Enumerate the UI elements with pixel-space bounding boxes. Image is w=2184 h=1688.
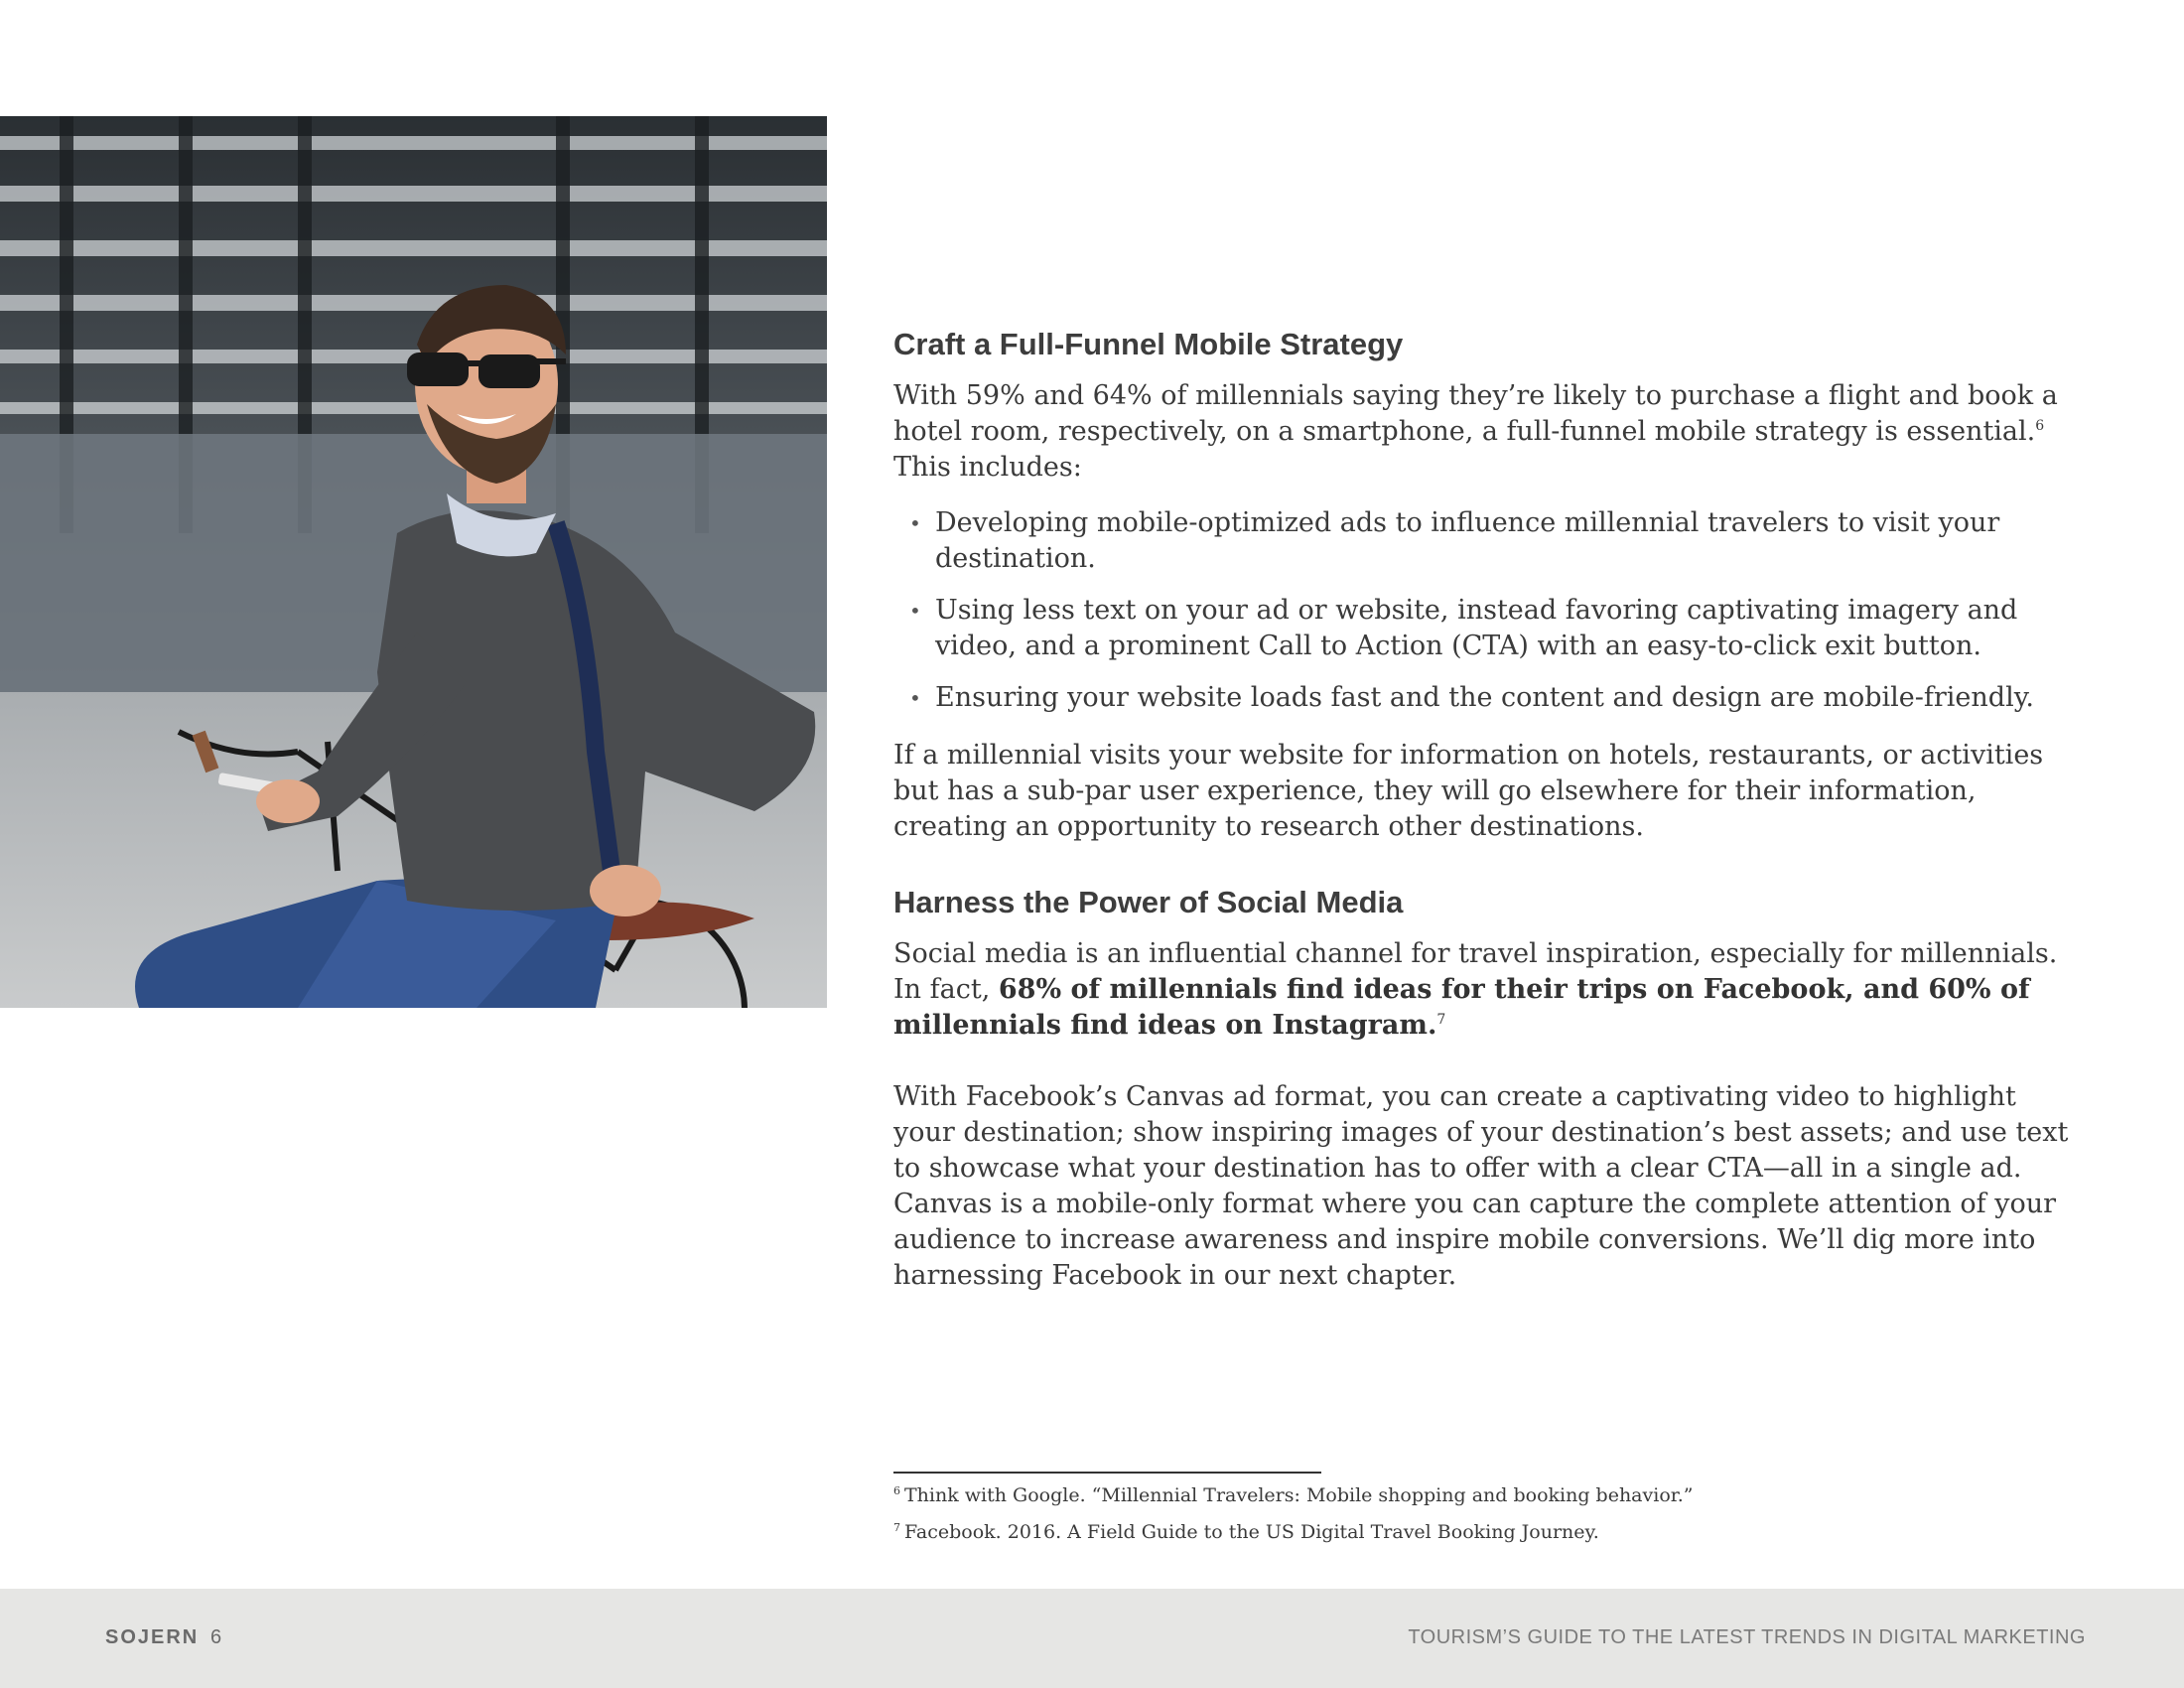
- brand-name: SOJERN: [105, 1626, 200, 1648]
- footnote-text: Facebook. 2016. A Field Guide to the US Digital Travel Booking Journey.: [904, 1521, 1599, 1543]
- footnote-ref-7[interactable]: 7: [1436, 1012, 1446, 1028]
- footnote-number: 7: [893, 1520, 900, 1534]
- footnote-7: [893, 1520, 1787, 1544]
- bullet-icon: •: [909, 511, 921, 535]
- social-stat-bold: 68% of millennials find ideas for their trips on Facebook, and 60% of millennials find ideas on Instagram.: [893, 974, 2030, 1041]
- strategy-bullet-list: [893, 505, 2075, 716]
- mobile-strategy-closing: If a millennial visits your website for information on hotels, restaurants, or activities but has a sub-par user experience, they will go elsewhere for their information, creating an opportunity to research other destinations.: [893, 740, 2044, 842]
- document-title: TOURISM’S GUIDE TO THE LATEST TRENDS IN DIGITAL MARKETING: [1408, 1626, 2086, 1648]
- intro-text-end: This includes:: [893, 452, 1082, 483]
- main-content: [893, 323, 2075, 1294]
- list-item: [893, 593, 2075, 664]
- section-heading-mobile-strategy: Craft a Full-Funnel Mobile Strategy: [893, 327, 1404, 361]
- footnote-number: 6: [893, 1483, 900, 1497]
- footnotes: [893, 1472, 1787, 1557]
- footnote-text: Think with Google. “Millennial Travelers: Mobile shopping and booking behavior.”: [904, 1484, 1694, 1506]
- social-media-paragraph-2: With Facebook’s Canvas ad format, you can create a captivating video to highlight your destination; show inspiring images of your destination’s best assets; and use text to showcase what your destination has to offer with a clear CTA—all in a single ad. Canvas is a mobile-only format where you can capture the complete attention of your audience to increase awareness and inspire mobile conversions. We’ll dig more into harnessing Facebook in our next chapter.: [893, 1081, 2069, 1291]
- list-item-text: Using less text on your ad or website, instead favoring captivating imagery and video, and a prominent Call to Action (CTA) with an easy-to-click exit button.: [935, 595, 2018, 661]
- bullet-icon: •: [909, 686, 921, 710]
- list-item: [893, 680, 2075, 716]
- list-item-text: Developing mobile-optimized ads to influence millennial travelers to visit your destination.: [935, 507, 2000, 574]
- man-on-bicycle-image: [0, 116, 827, 1008]
- page-number: 6: [210, 1626, 222, 1648]
- page-footer: [0, 1589, 2184, 1688]
- social-text: Social media is an influential channel for travel inspiration, especially for millennials. In fact,: [893, 938, 2058, 1005]
- social-media-paragraph-1: [893, 936, 2075, 1044]
- list-item-text: Ensuring your website loads fast and the content and design are mobile-friendly.: [935, 682, 2034, 713]
- section-heading-social-media: Harness the Power of Social Media: [893, 885, 1404, 919]
- intro-text: With 59% and 64% of millennials saying they’re likely to purchase a flight and book a hotel room, respectively, on a smartphone, a full-funnel mobile strategy is essential.: [893, 380, 2058, 447]
- list-item: [893, 505, 2075, 577]
- mobile-strategy-intro: [893, 378, 2075, 486]
- footnote-ref-6[interactable]: 6: [2035, 418, 2045, 434]
- bullet-icon: •: [909, 599, 921, 623]
- footnote-6: [893, 1483, 1787, 1507]
- footnote-divider: [893, 1472, 1321, 1474]
- hero-photo: [0, 116, 827, 1008]
